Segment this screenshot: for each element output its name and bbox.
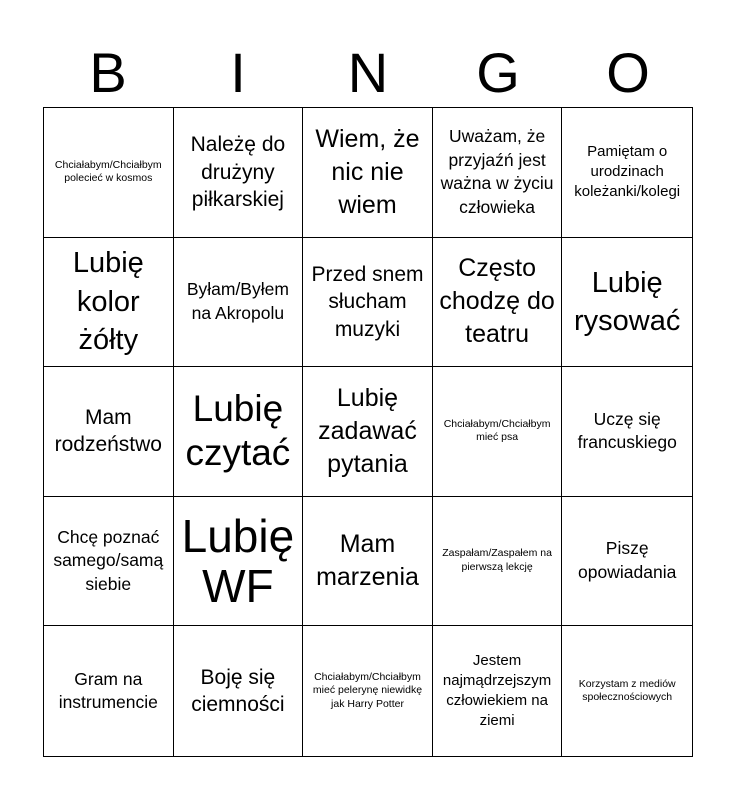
header-letter-o: O xyxy=(606,41,650,104)
bingo-cell: Pamiętam o urodzinach koleżanki/kolegi xyxy=(562,108,692,238)
bingo-cell: Chciałabym/Chciałbym polecieć w kosmos xyxy=(44,108,174,238)
bingo-cell: Chciałabym/Chciałbym mieć psa xyxy=(433,367,563,497)
bingo-cell: Wiem, że nic nie wiem xyxy=(303,108,433,238)
bingo-header xyxy=(43,40,693,106)
bingo-board xyxy=(43,107,693,757)
bingo-cell: Mam marzenia xyxy=(303,497,433,627)
bingo-cell: Mam rodzeństwo xyxy=(44,367,174,497)
bingo-cell: Często chodzę do teatru xyxy=(433,238,563,368)
bingo-cell: Piszę opowiadania xyxy=(562,497,692,627)
bingo-cell: Lubię kolor żółty xyxy=(44,238,174,368)
bingo-cell: Lubię rysować xyxy=(562,238,692,368)
bingo-cell: Uczę się francuskiego xyxy=(562,367,692,497)
header-letter-g: G xyxy=(476,41,520,104)
bingo-cell: Chciałabym/Chciałbym mieć pelerynę niewidkę jak Harry Potter xyxy=(303,626,433,756)
bingo-cell: Lubię WF xyxy=(174,497,304,627)
bingo-cell: Gram na instrumencie xyxy=(44,626,174,756)
bingo-cell: Należę do drużyny piłkarskiej xyxy=(174,108,304,238)
header-letter-b: B xyxy=(89,41,127,104)
bingo-cell: Byłam/Byłem na Akropolu xyxy=(174,238,304,368)
header-letter-n: N xyxy=(347,41,389,104)
bingo-cell: Lubię czytać xyxy=(174,367,304,497)
header-letter-i: I xyxy=(230,41,246,104)
bingo-cell: Uważam, że przyjaźń jest ważna w życiu człowieka xyxy=(433,108,563,238)
bingo-cell: Boję się ciemności xyxy=(174,626,304,756)
bingo-cell: Korzystam z mediów społecznościowych xyxy=(578,677,676,704)
bingo-cell: Zaspałam/Zaspałem na pierwszą lekcję xyxy=(433,497,563,627)
bingo-cell: Chcę poznać samego/samą siebie xyxy=(44,497,174,627)
bingo-cell: Jestem najmądrzejszym człowiekiem na ziemi xyxy=(433,626,563,756)
bingo-cell: Przed snem słucham muzyki xyxy=(303,238,433,368)
bingo-cell: Lubię zadawać pytania xyxy=(303,367,433,497)
